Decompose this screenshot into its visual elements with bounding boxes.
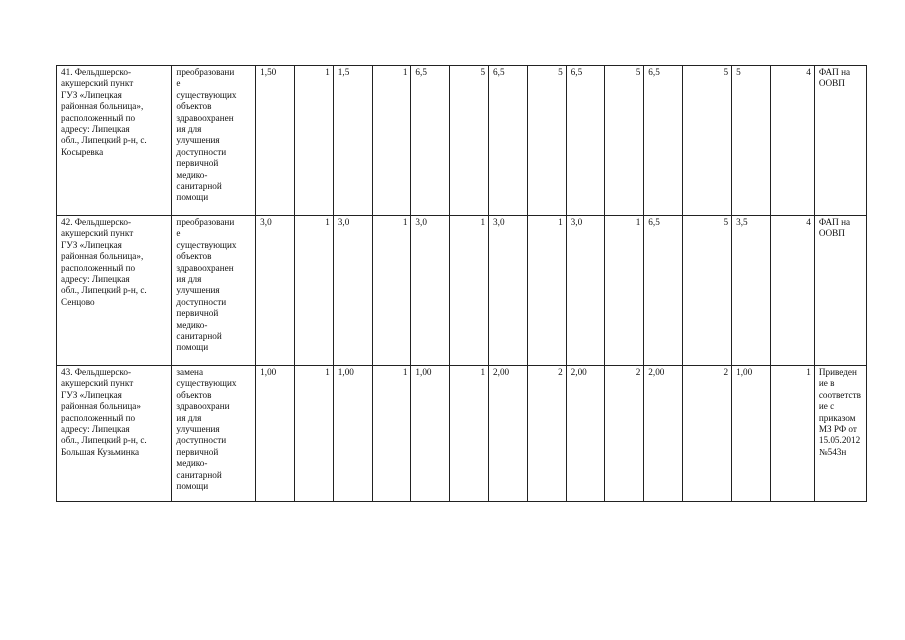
facility-name-cell: 43. Фельдшерско- акушерский пункт ГУЗ «Липецкая районная больница» расположенный по адресу: Липецкая обл., Липецкий р-н, с. Большая Кузьминка [57,366,172,502]
count-cell: 5 [450,66,489,216]
count-cell: 1 [605,216,644,366]
note-cell: Приведен ие в соответств ие с приказом МЗ РФ от 15.05.2012 №543н [814,366,866,502]
count-cell: 1 [372,216,411,366]
count-cell: 1 [527,216,566,366]
value-cell: 6,5 [489,66,528,216]
count-cell: 1 [294,366,333,502]
facilities-table [56,65,867,502]
value-cell: 3,0 [256,216,295,366]
action-cell: преобразовани е существующих объектов здравоохранен ия для улучшения доступности первичной медико- санитарной помощи [172,216,256,366]
table-body [57,66,867,502]
count-cell: 2 [527,366,566,502]
value-cell: 6,5 [644,66,683,216]
facility-name-cell: 42. Фельдшерско- акушерский пункт ГУЗ «Липецкая районная больница», расположенный по адресу: Липецкая обл., Липецкий р-н, с. Сенцово [57,216,172,366]
value-cell: 1,00 [256,366,295,502]
value-cell: 1,5 [333,66,372,216]
value-cell: 3,5 [732,216,771,366]
value-cell: 3,0 [566,216,605,366]
count-cell: 1 [450,366,489,502]
value-cell: 6,5 [566,66,605,216]
value-cell: 6,5 [644,216,683,366]
action-cell: преобразовани е существующих объектов здравоохранен ия для улучшения доступности первичной медико- санитарной помощи [172,66,256,216]
note-cell: ФАП на ООВП [814,66,866,216]
value-cell: 2,00 [644,366,683,502]
value-cell: 3,0 [333,216,372,366]
value-cell: 3,0 [489,216,528,366]
count-cell: 5 [683,216,732,366]
count-cell: 2 [683,366,732,502]
value-cell: 2,00 [566,366,605,502]
count-cell: 1 [372,66,411,216]
value-cell: 6,5 [411,66,450,216]
table-row [57,366,867,502]
value-cell: 1,00 [333,366,372,502]
count-cell: 5 [527,66,566,216]
count-cell: 1 [372,366,411,502]
action-cell: замена существующих объектов здравоохрани ия для улучшения доступности первичной медико- санитарной помощи [172,366,256,502]
count-cell: 1 [450,216,489,366]
value-cell: 5 [732,66,771,216]
note-cell: ФАП на ООВП [814,216,866,366]
count-cell: 1 [294,216,333,366]
count-cell: 5 [605,66,644,216]
table-row [57,66,867,216]
count-cell: 1 [294,66,333,216]
value-cell: 2,00 [489,366,528,502]
value-cell: 1,00 [732,366,771,502]
value-cell: 3,0 [411,216,450,366]
facility-name-cell: 41. Фельдшерско- акушерский пункт ГУЗ «Липецкая районная больница», расположенный по адресу: Липецкая обл., Липецкий р-н, с. Косыревка [57,66,172,216]
count-cell: 5 [683,66,732,216]
count-cell: 4 [770,216,814,366]
table-row [57,216,867,366]
value-cell: 1,50 [256,66,295,216]
count-cell: 4 [770,66,814,216]
count-cell: 1 [770,366,814,502]
value-cell: 1,00 [411,366,450,502]
count-cell: 2 [605,366,644,502]
